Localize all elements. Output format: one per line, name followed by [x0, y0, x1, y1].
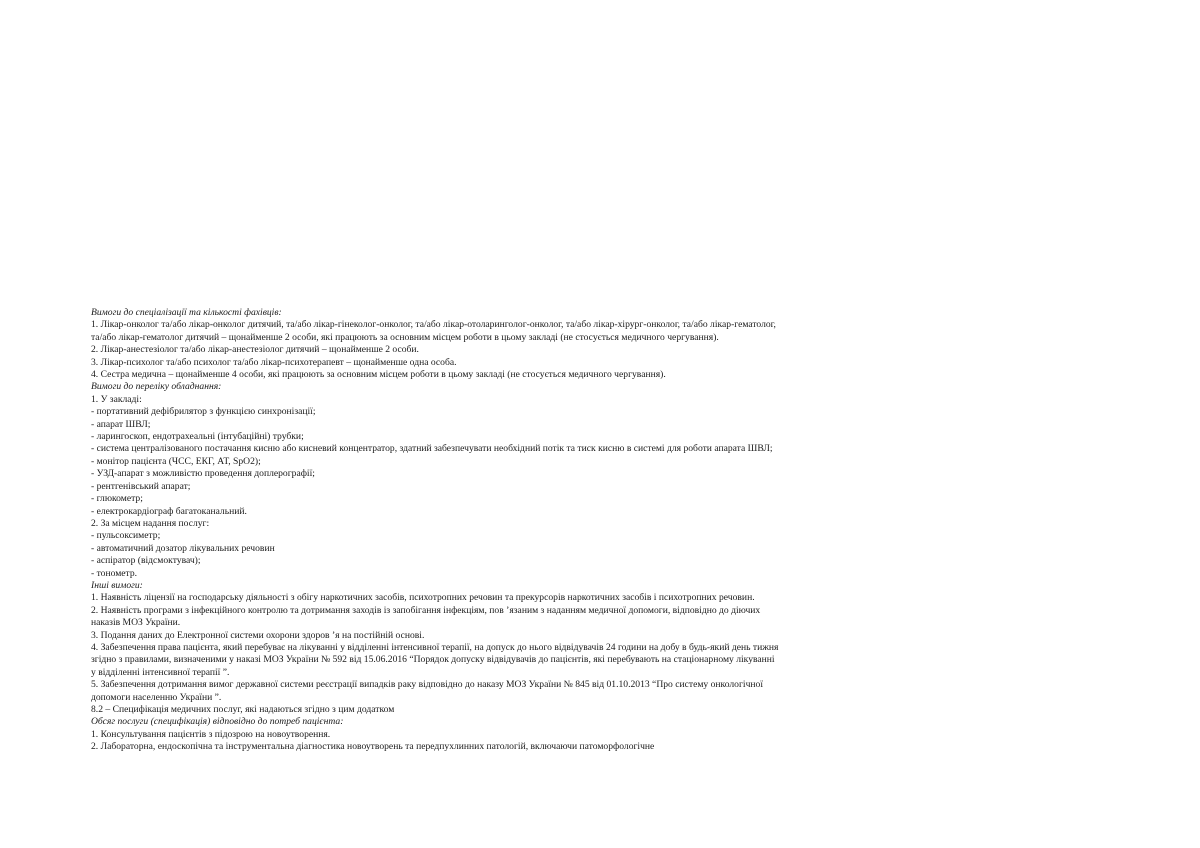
scope-heading: Обсяг послуги (специфікація) відповідно до потреб пацієнта: — [91, 716, 344, 728]
scope-item: 1. Консультування пацієнтів з підозрою на новоутворення. — [91, 728, 331, 740]
equipment-item: - електрокардіограф багатоканальний. — [91, 505, 247, 517]
equipment-item: - аспіратор (відсмоктувач); — [91, 555, 201, 567]
equipment-service-label: 2. За місцем надання послуг: — [91, 517, 210, 529]
section-title: 8.2 – Специфікація медичних послуг, які надаються згідно з цим додатком — [91, 704, 395, 715]
equipment-item: - система централізованого постачання кисню або кисневий концентратор, здатний забезпечувати необхідний потік та тиск кисню в системі для роботи апарата ШВЛ; — [91, 443, 773, 455]
requirement-item: 4. Забезпечення права пацієнта, який перебуває на лікуванні у відділенні інтенсивної терапії, на допуск до нього відвідувачів 24 години на добу в будь-який день тижня згідно з правилами, визначеними у наказі МОЗ України № 592 від 15.06.2016 “Порядок допуску відвідувачів до пацієнтів, які перебувають на стаціонарному лікуванні у відділенні інтенсивної терапії ”. — [91, 641, 779, 678]
staff-heading: Вимоги до спеціалізації та кількості фахівців: — [91, 307, 282, 318]
staff-item: 2. Лікар-анестезіолог та/або лікар-анестезіолог дитячий – щонайменше 2 особи. — [91, 344, 419, 356]
equipment-heading: Вимоги до переліку обладнання: — [91, 381, 222, 393]
scope-item: 2. Лабораторна, ендоскопічна та інструментальна діагностика новоутворень та передпухлинних патологій, включаючи патоморфологічне — [91, 741, 655, 753]
document-body — [91, 307, 781, 754]
equipment-item: - апарат ШВЛ; — [91, 418, 151, 430]
requirement-item: 5. Забезпечення дотримання вимог державної системи реєстрації випадків раку відповідно до наказу МОЗ України № 845 від 01.10.2013 “Про систему онкологічної допомоги населенню України ”. — [91, 679, 763, 703]
equipment-item: - ларингоскоп, ендотрахеальні (інтубаційні) трубки; — [91, 431, 304, 443]
equipment-item: - автоматичний дозатор лікувальних речовин — [91, 542, 275, 554]
equipment-item: - рентгенівський апарат; — [91, 480, 191, 492]
equipment-item: - пульсоксиметр; — [91, 530, 161, 542]
equipment-item: - портативний дефібрилятор з функцією синхронізації; — [91, 406, 316, 418]
requirement-item: 1. Наявність ліцензії на господарську діяльності з обігу наркотичних засобів, психотропних речовин та прекурсорів наркотичних засобів і психотропних речовин. — [91, 592, 755, 604]
staff-item: 3. Лікар-психолог та/або психолог та/або лікар-психотерапевт – щонайменше одна особа. — [91, 356, 457, 368]
staff-item: 4. Сестра медична – щонайменше 4 особи, які працюють за основним місцем роботи в цьому закладі (не стосується медичного чергування). — [91, 369, 666, 381]
equipment-item: - глюкометр; — [91, 493, 143, 505]
equipment-item: - тонометр. — [91, 567, 138, 579]
equipment-item: - монітор пацієнта (ЧСС, ЕКГ, АТ, SpO2); — [91, 455, 261, 467]
other-requirements-heading: Інші вимоги: — [91, 579, 143, 591]
requirement-item: 3. Подання даних до Електронної системи охорони здоров ʼя на постійній основі. — [91, 629, 425, 641]
staff-item: 1. Лікар-онколог та/або лікар-онколог дитячий, та/або лікар-гінеколог-онколог, та/або лікар-отоларинголог-онколог, та/або лікар-хірург-онколог, та/або лікар-гематолог, та/або лікар-гематолог дитячий – щонайменше 2 особи, які працюють за основним місцем роботи в цьому закладі (не стосується медичного чергування). — [91, 319, 776, 343]
equipment-item: - УЗД-апарат з можливістю проведення доплерографії; — [91, 468, 315, 480]
equipment-facility-label: 1. У закладі: — [91, 393, 142, 405]
requirement-item: 2. Наявність програми з інфекційного контролю та дотримання заходів із запобігання інфекціям, пов ʼязаним з наданням медичної допомоги, відповідно до діючих наказів МОЗ України. — [91, 604, 761, 629]
